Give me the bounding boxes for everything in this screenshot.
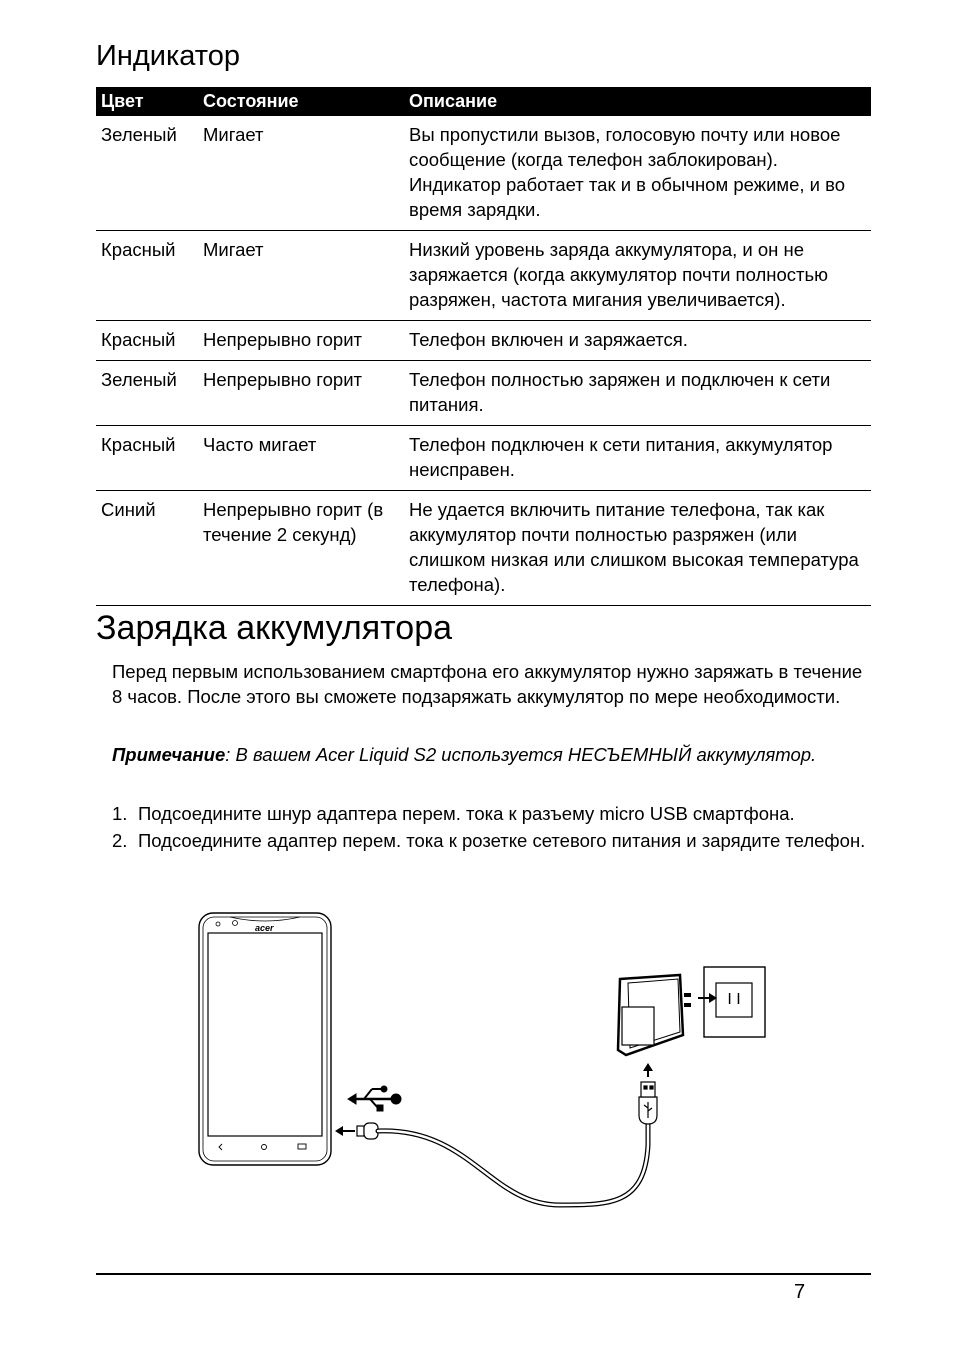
charging-heading: Зарядка аккумулятора	[96, 609, 453, 647]
list-item	[112, 801, 872, 826]
footer-rule	[96, 1273, 871, 1275]
table-row	[96, 426, 871, 491]
table-header-row	[96, 87, 871, 116]
arrow-up-icon	[643, 1063, 653, 1077]
header-description: Описание	[404, 87, 871, 116]
cell-color: Зеленый	[96, 361, 198, 426]
cell-description: Вы пропустили вызов, голосовую почту или новое сообщение (когда телефон заблокирован). Индикатор работает так и в обычном режиме, и во время зарядки.	[404, 116, 871, 231]
power-adapter	[618, 975, 691, 1055]
page-number: 7	[794, 1281, 806, 1303]
usb-a-plug	[639, 1082, 657, 1124]
steps-list	[112, 801, 872, 855]
cell-state: Непрерывно горит (в течение 2 секунд)	[198, 491, 404, 606]
cell-state: Непрерывно горит	[198, 361, 404, 426]
micro-usb-plug	[357, 1123, 378, 1139]
step-text: Подсоедините адаптер перем. тока к розетке сетевого питания и зарядите телефон.	[138, 830, 866, 851]
cell-state: Непрерывно горит	[198, 321, 404, 361]
cell-state: Часто мигает	[198, 426, 404, 491]
header-color: Цвет	[96, 87, 198, 116]
cell-description: Низкий уровень заряда аккумулятора, и он не заряжается (когда аккумулятор почти полностью разряжен, частота мигания увеличивается).	[404, 231, 871, 321]
charging-intro: Перед первым использованием смартфона его аккумулятор нужно заряжать в течение 8 часов. После этого вы сможете подзаряжать аккумулятор по мере необходимости.	[112, 661, 863, 707]
cell-description: Телефон подключен к сети питания, аккумулятор неисправен.	[404, 426, 871, 491]
note-text: : В вашем Acer Liquid S2 используется НЕСЪЕМНЫЙ аккумулятор.	[225, 744, 817, 765]
table-row	[96, 491, 871, 606]
arrow-left-icon	[335, 1126, 355, 1136]
brand-logo: acer	[255, 923, 274, 933]
indicator-table	[96, 87, 871, 606]
cell-color: Зеленый	[96, 116, 198, 231]
step-text: Подсоедините шнур адаптера перем. тока к разъему micro USB смартфона.	[138, 803, 795, 824]
table-row	[96, 116, 871, 231]
indicator-heading: Индикатор	[96, 40, 241, 72]
cell-color: Красный	[96, 426, 198, 491]
step-number: 1.	[112, 803, 128, 824]
step-number: 2.	[112, 830, 128, 851]
cell-color: Красный	[96, 231, 198, 321]
cell-color: Красный	[96, 321, 198, 361]
note-paragraph	[112, 742, 872, 767]
note-label: Примечание	[112, 744, 226, 765]
cell-description: Телефон включен и заряжается.	[404, 321, 871, 361]
cell-state: Мигает	[198, 116, 404, 231]
socket-label: I I	[727, 991, 741, 1008]
table-row	[96, 231, 871, 321]
arrow-right-icon	[698, 993, 717, 1003]
smartphone-drawing	[199, 913, 331, 1165]
header-state: Состояние	[198, 87, 404, 116]
cell-description: Телефон полностью заряжен и подключен к сети питания.	[404, 361, 871, 426]
table-row	[96, 321, 871, 361]
usb-icon	[348, 1086, 401, 1111]
table-row	[96, 361, 871, 426]
cell-description: Не удается включить питание телефона, так как аккумулятор почти полностью разряжен (или слишком низкая или слишком высокая температура телефона).	[404, 491, 871, 606]
charging-illustration	[190, 905, 780, 1225]
list-item	[112, 828, 872, 853]
cell-color: Синий	[96, 491, 198, 606]
cell-state: Мигает	[198, 231, 404, 321]
